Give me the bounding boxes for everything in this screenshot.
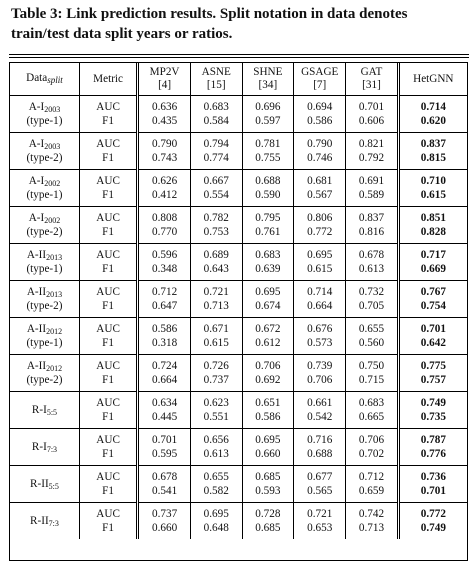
value-cell: 0.753 xyxy=(190,225,242,239)
value-cell: 0.445 xyxy=(138,410,191,424)
value-cell: 0.714 xyxy=(294,285,346,299)
value-cell: 0.696 xyxy=(242,100,294,114)
value-cell: 0.683 xyxy=(242,248,294,262)
value-cell: 0.636 xyxy=(138,100,191,114)
hetgnn-value-cell: 0.828 xyxy=(398,225,467,239)
value-cell: 0.671 xyxy=(190,322,242,336)
value-cell: 0.737 xyxy=(138,507,191,521)
metric-cell: AUC xyxy=(79,359,137,373)
table-row xyxy=(10,151,467,165)
value-cell: 0.743 xyxy=(138,151,191,165)
value-cell: 0.681 xyxy=(294,174,346,188)
value-cell: 0.623 xyxy=(190,396,242,410)
value-cell: 0.706 xyxy=(294,373,346,387)
hetgnn-value-cell: 0.736 xyxy=(398,470,467,484)
value-cell: 0.691 xyxy=(346,174,398,188)
hetgnn-value-cell: 0.735 xyxy=(398,410,467,424)
metric-cell: AUC xyxy=(79,470,137,484)
value-cell: 0.584 xyxy=(190,114,242,128)
value-cell: 0.705 xyxy=(346,299,398,313)
table-row xyxy=(10,410,467,424)
value-cell: 0.695 xyxy=(242,433,294,447)
value-cell: 0.554 xyxy=(190,188,242,202)
hetgnn-value-cell: 0.851 xyxy=(398,211,467,225)
dataset-cell: $R-I_{7:3}$ xyxy=(31,441,58,454)
header-data: Datasplit xyxy=(10,63,79,96)
hetgnn-value-cell: 0.815 xyxy=(398,151,467,165)
value-cell: 0.721 xyxy=(190,285,242,299)
table-row xyxy=(10,137,467,151)
table-row xyxy=(10,470,467,484)
value-cell: 0.721 xyxy=(294,507,346,521)
header-metric: Metric xyxy=(79,63,137,96)
header-method: MP2V [4] xyxy=(138,63,191,96)
hetgnn-value-cell: 0.701 xyxy=(398,322,467,336)
value-cell: 0.655 xyxy=(190,470,242,484)
value-cell: 0.792 xyxy=(346,151,398,165)
hetgnn-value-cell: 0.717 xyxy=(398,248,467,262)
hetgnn-value-cell: 0.669 xyxy=(398,262,467,276)
value-cell: 0.695 xyxy=(190,507,242,521)
value-cell: 0.726 xyxy=(190,359,242,373)
value-cell: 0.713 xyxy=(346,521,398,535)
table-row xyxy=(10,433,467,447)
value-cell: 0.676 xyxy=(294,322,346,336)
hetgnn-value-cell: 0.749 xyxy=(398,396,467,410)
value-cell: 0.685 xyxy=(242,521,294,535)
dataset-cell: (type-2) xyxy=(26,152,63,164)
dataset-cell: $A-I_{2002}$ xyxy=(28,212,61,225)
table-row xyxy=(10,299,467,313)
dataset-cell: (type-1) xyxy=(26,189,63,201)
metric-cell: F1 xyxy=(79,114,137,128)
value-cell: 0.435 xyxy=(138,114,191,128)
metric-cell: AUC xyxy=(79,211,137,225)
dataset-cell: $A-I_{2003}$ xyxy=(28,138,61,151)
metric-cell: AUC xyxy=(79,433,137,447)
dataset-cell: $A-II_{2012}$ xyxy=(26,323,63,336)
hetgnn-value-cell: 0.749 xyxy=(398,521,467,535)
table-row xyxy=(10,322,467,336)
table-header-row xyxy=(10,63,467,96)
value-cell: 0.808 xyxy=(138,211,191,225)
value-cell: 0.672 xyxy=(242,322,294,336)
metric-cell: F1 xyxy=(79,336,137,350)
value-cell: 0.816 xyxy=(346,225,398,239)
table-row xyxy=(10,262,467,276)
value-cell: 0.790 xyxy=(138,137,191,151)
value-cell: 0.706 xyxy=(346,433,398,447)
table-row xyxy=(10,174,467,188)
value-cell: 0.701 xyxy=(346,100,398,114)
dataset-cell: (type-2) xyxy=(26,374,63,386)
value-cell: 0.586 xyxy=(138,322,191,336)
value-cell: 0.761 xyxy=(242,225,294,239)
table-row xyxy=(10,100,467,114)
value-cell: 0.660 xyxy=(242,447,294,461)
metric-cell: AUC xyxy=(79,248,137,262)
value-cell: 0.665 xyxy=(346,410,398,424)
results-table-frame xyxy=(9,62,468,561)
dataset-cell: $R-II_{7:3}$ xyxy=(30,515,59,528)
value-cell: 0.615 xyxy=(190,336,242,350)
table-row xyxy=(10,248,467,262)
dataset-cell: $R-I_{5:5}$ xyxy=(31,404,58,417)
value-cell: 0.648 xyxy=(190,521,242,535)
value-cell: 0.643 xyxy=(190,262,242,276)
value-cell: 0.664 xyxy=(294,299,346,313)
value-cell: 0.694 xyxy=(294,100,346,114)
value-cell: 0.746 xyxy=(294,151,346,165)
hetgnn-value-cell: 0.767 xyxy=(398,285,467,299)
value-cell: 0.541 xyxy=(138,484,191,498)
hetgnn-value-cell: 0.757 xyxy=(398,373,467,387)
value-cell: 0.318 xyxy=(138,336,191,350)
value-cell: 0.695 xyxy=(294,248,346,262)
value-cell: 0.701 xyxy=(138,433,191,447)
metric-cell: F1 xyxy=(79,262,137,276)
value-cell: 0.702 xyxy=(346,447,398,461)
dataset-cell: $A-II_{2013}$ xyxy=(26,249,63,262)
value-cell: 0.713 xyxy=(190,299,242,313)
value-cell: 0.596 xyxy=(138,248,191,262)
value-cell: 0.551 xyxy=(190,410,242,424)
table-row xyxy=(10,188,467,202)
value-cell: 0.742 xyxy=(346,507,398,521)
metric-cell: AUC xyxy=(79,507,137,521)
dataset-cell: (type-1) xyxy=(26,263,63,275)
value-cell: 0.678 xyxy=(138,470,191,484)
value-cell: 0.586 xyxy=(242,410,294,424)
value-cell: 0.837 xyxy=(346,211,398,225)
table-row xyxy=(10,285,467,299)
value-cell: 0.706 xyxy=(242,359,294,373)
value-cell: 0.626 xyxy=(138,174,191,188)
value-cell: 0.634 xyxy=(138,396,191,410)
table-body xyxy=(10,96,467,540)
value-cell: 0.615 xyxy=(294,262,346,276)
value-cell: 0.612 xyxy=(242,336,294,350)
metric-cell: F1 xyxy=(79,484,137,498)
value-cell: 0.688 xyxy=(242,174,294,188)
value-cell: 0.653 xyxy=(294,521,346,535)
value-cell: 0.821 xyxy=(346,137,398,151)
value-cell: 0.728 xyxy=(242,507,294,521)
value-cell: 0.542 xyxy=(294,410,346,424)
table-row xyxy=(10,507,467,521)
header-method: GSAGE [7] xyxy=(294,63,346,96)
value-cell: 0.589 xyxy=(346,188,398,202)
metric-cell: AUC xyxy=(79,174,137,188)
value-cell: 0.806 xyxy=(294,211,346,225)
dataset-cell: $A-I_{2003}$ xyxy=(28,101,61,114)
value-cell: 0.770 xyxy=(138,225,191,239)
value-cell: 0.712 xyxy=(346,470,398,484)
dataset-cell: $A-II_{2012}$ xyxy=(26,360,63,373)
value-cell: 0.667 xyxy=(190,174,242,188)
value-cell: 0.716 xyxy=(294,433,346,447)
value-cell: 0.683 xyxy=(346,396,398,410)
hetgnn-value-cell: 0.701 xyxy=(398,484,467,498)
hetgnn-value-cell: 0.642 xyxy=(398,336,467,350)
value-cell: 0.606 xyxy=(346,114,398,128)
value-cell: 0.677 xyxy=(294,470,346,484)
metric-cell: F1 xyxy=(79,447,137,461)
value-cell: 0.715 xyxy=(346,373,398,387)
hetgnn-value-cell: 0.620 xyxy=(398,114,467,128)
metric-cell: AUC xyxy=(79,396,137,410)
value-cell: 0.573 xyxy=(294,336,346,350)
table-row xyxy=(10,396,467,410)
dataset-cell: $A-I_{2002}$ xyxy=(28,175,61,188)
value-cell: 0.695 xyxy=(242,285,294,299)
value-cell: 0.348 xyxy=(138,262,191,276)
metric-cell: F1 xyxy=(79,188,137,202)
hetgnn-value-cell: 0.775 xyxy=(398,359,467,373)
value-cell: 0.750 xyxy=(346,359,398,373)
table-caption: Table 3: Link prediction results. Split notation in data denotes train/test data split years or ratios. xyxy=(11,6,408,42)
value-cell: 0.664 xyxy=(138,373,191,387)
header-method-hetgnn: HetGNN xyxy=(398,63,467,96)
hetgnn-value-cell: 0.772 xyxy=(398,507,467,521)
value-cell: 0.732 xyxy=(346,285,398,299)
value-cell: 0.737 xyxy=(190,373,242,387)
table-row xyxy=(10,336,467,350)
value-cell: 0.593 xyxy=(242,484,294,498)
value-cell: 0.565 xyxy=(294,484,346,498)
value-cell: 0.782 xyxy=(190,211,242,225)
value-cell: 0.781 xyxy=(242,137,294,151)
row-spacer xyxy=(10,535,467,539)
table-row xyxy=(10,225,467,239)
value-cell: 0.560 xyxy=(346,336,398,350)
dataset-cell: (type-2) xyxy=(26,300,63,312)
dataset-cell: $R-II_{5:5}$ xyxy=(30,478,59,491)
dataset-cell: (type-1) xyxy=(26,337,63,349)
hetgnn-value-cell: 0.787 xyxy=(398,433,467,447)
dataset-cell: $A-II_{2013}$ xyxy=(26,286,63,299)
value-cell: 0.659 xyxy=(346,484,398,498)
value-cell: 0.656 xyxy=(190,433,242,447)
value-cell: 0.688 xyxy=(294,447,346,461)
value-cell: 0.597 xyxy=(242,114,294,128)
value-cell: 0.774 xyxy=(190,151,242,165)
value-cell: 0.586 xyxy=(294,114,346,128)
value-cell: 0.689 xyxy=(190,248,242,262)
metric-cell: AUC xyxy=(79,322,137,336)
header-method: SHNE [34] xyxy=(242,63,294,96)
table-row xyxy=(10,114,467,128)
value-cell: 0.655 xyxy=(346,322,398,336)
value-cell: 0.582 xyxy=(190,484,242,498)
value-cell: 0.661 xyxy=(294,396,346,410)
value-cell: 0.412 xyxy=(138,188,191,202)
hetgnn-value-cell: 0.714 xyxy=(398,100,467,114)
value-cell: 0.724 xyxy=(138,359,191,373)
top-rule-second xyxy=(9,57,469,58)
value-cell: 0.685 xyxy=(242,470,294,484)
value-cell: 0.639 xyxy=(242,262,294,276)
table-row xyxy=(10,521,467,535)
metric-cell: F1 xyxy=(79,373,137,387)
dataset-cell: (type-1) xyxy=(26,115,63,127)
value-cell: 0.678 xyxy=(346,248,398,262)
metric-cell: AUC xyxy=(79,285,137,299)
top-rule xyxy=(9,54,469,55)
value-cell: 0.739 xyxy=(294,359,346,373)
hetgnn-value-cell: 0.776 xyxy=(398,447,467,461)
value-cell: 0.712 xyxy=(138,285,191,299)
table-row xyxy=(10,373,467,387)
metric-cell: AUC xyxy=(79,100,137,114)
value-cell: 0.647 xyxy=(138,299,191,313)
value-cell: 0.567 xyxy=(294,188,346,202)
value-cell: 0.595 xyxy=(138,447,191,461)
dataset-cell: (type-2) xyxy=(26,226,63,238)
hetgnn-value-cell: 0.837 xyxy=(398,137,467,151)
header-method: GAT [31] xyxy=(346,63,398,96)
value-cell: 0.651 xyxy=(242,396,294,410)
value-cell: 0.613 xyxy=(346,262,398,276)
value-cell: 0.613 xyxy=(190,447,242,461)
table-row xyxy=(10,211,467,225)
value-cell: 0.674 xyxy=(242,299,294,313)
metric-cell: F1 xyxy=(79,299,137,313)
value-cell: 0.683 xyxy=(190,100,242,114)
metric-cell: AUC xyxy=(79,137,137,151)
hetgnn-value-cell: 0.754 xyxy=(398,299,467,313)
value-cell: 0.794 xyxy=(190,137,242,151)
metric-cell: F1 xyxy=(79,410,137,424)
value-cell: 0.772 xyxy=(294,225,346,239)
hetgnn-value-cell: 0.710 xyxy=(398,174,467,188)
link-prediction-table xyxy=(10,63,467,539)
value-cell: 0.755 xyxy=(242,151,294,165)
table-row xyxy=(10,447,467,461)
table-row xyxy=(10,484,467,498)
value-cell: 0.692 xyxy=(242,373,294,387)
metric-cell: F1 xyxy=(79,225,137,239)
hetgnn-value-cell: 0.615 xyxy=(398,188,467,202)
metric-cell: F1 xyxy=(79,151,137,165)
value-cell: 0.660 xyxy=(138,521,191,535)
value-cell: 0.795 xyxy=(242,211,294,225)
value-cell: 0.790 xyxy=(294,137,346,151)
table-row xyxy=(10,359,467,373)
metric-cell: F1 xyxy=(79,521,137,535)
value-cell: 0.590 xyxy=(242,188,294,202)
header-method: ASNE [15] xyxy=(190,63,242,96)
